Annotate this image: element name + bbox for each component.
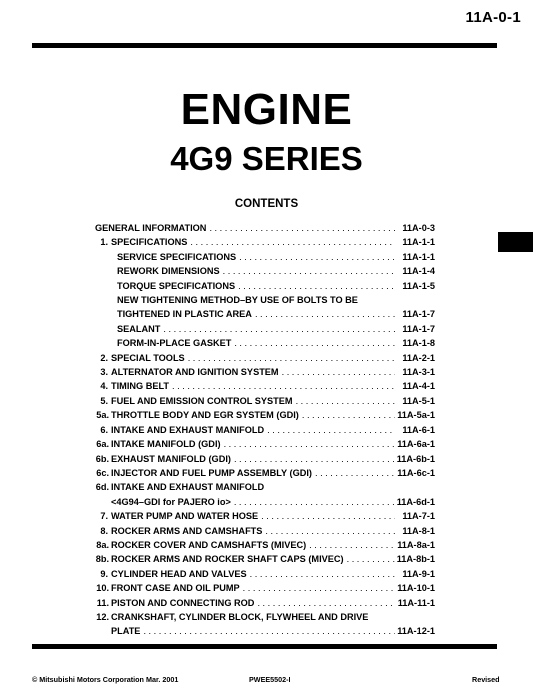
toc-entry[interactable] <box>95 509 435 523</box>
dot-leader <box>223 264 395 278</box>
top-rule <box>32 43 497 48</box>
toc-entry-page: 11A-6-1 <box>402 424 435 435</box>
toc-entry-page: 11A-1-8 <box>402 338 435 349</box>
toc-entry[interactable] <box>95 322 435 336</box>
dot-leader <box>163 322 395 336</box>
table-of-contents <box>95 221 435 639</box>
toc-entry-page: 11A-6d-1 <box>396 496 435 507</box>
toc-entry-page: 11A-6b-1 <box>396 453 435 464</box>
toc-entry[interactable] <box>95 408 435 422</box>
toc-entry-page: 11A-9-1 <box>402 568 435 579</box>
toc-entry[interactable] <box>95 610 435 639</box>
toc-entry-title: ROCKER COVER AND CAMSHAFTS (MIVEC) <box>111 539 307 550</box>
toc-entry-number: 8a. <box>96 539 109 550</box>
toc-entry-page: 11A-6a-1 <box>397 439 435 450</box>
toc-entry-title: PISTON AND CONNECTING ROD <box>111 597 255 608</box>
toc-entry[interactable] <box>95 351 435 365</box>
toc-entry-title: TIGHTENED IN PLASTIC AREA <box>117 309 252 320</box>
toc-entry[interactable] <box>95 336 435 350</box>
toc-entry-title: REWORK DIMENSIONS <box>117 266 220 277</box>
toc-entry-title: INTAKE AND EXHAUST MANIFOLD <box>111 424 265 435</box>
contents-heading: CONTENTS <box>234 198 299 210</box>
toc-entry-page: 11A-1-5 <box>402 280 435 291</box>
dot-leader <box>188 351 395 365</box>
page-number: 11A-0-1 <box>465 9 521 26</box>
document-subtitle: 4G9 SERIES <box>170 140 363 177</box>
toc-entry-page: 11A-10-1 <box>397 583 435 594</box>
footer-document-code: PWEE5502-I <box>249 675 291 684</box>
toc-entry-page: 11A-1-4 <box>402 266 435 277</box>
toc-entry-number: 6. <box>100 424 108 435</box>
toc-entry-number: 12. <box>96 611 109 622</box>
toc-entry-title: INTAKE AND EXHAUST MANIFOLD <box>111 482 265 493</box>
toc-entry-title: <4G94–GDI for PAJERO io> <box>111 496 231 507</box>
dot-leader <box>239 250 395 264</box>
toc-entry-page: 11A-4-1 <box>402 381 435 392</box>
toc-entry-title: PLATE <box>111 626 141 637</box>
dot-leader <box>296 394 395 408</box>
toc-entry-page: 11A-2-1 <box>402 352 435 363</box>
toc-entry-page: 11A-5-1 <box>402 395 435 406</box>
toc-entry-number: 6d. <box>95 482 109 493</box>
toc-entry[interactable] <box>95 596 435 610</box>
toc-entry-number: 5a. <box>96 410 109 421</box>
toc-entry-title: SEALANT <box>117 323 161 334</box>
toc-entry-title: THROTTLE BODY AND EGR SYSTEM (GDI) <box>111 410 299 421</box>
dot-leader <box>257 596 395 610</box>
dot-leader <box>250 567 395 581</box>
dot-leader <box>243 581 395 595</box>
toc-entry[interactable] <box>95 221 435 235</box>
dot-leader <box>315 466 395 480</box>
dot-leader <box>261 509 395 523</box>
toc-entry[interactable] <box>95 552 435 566</box>
dot-leader <box>267 423 395 437</box>
toc-entry[interactable] <box>95 524 435 538</box>
dot-leader <box>209 221 395 235</box>
dot-leader <box>143 624 395 638</box>
bottom-rule <box>32 644 497 649</box>
toc-entry-title: SPECIAL TOOLS <box>111 352 185 363</box>
toc-entry-number: 4. <box>100 381 108 392</box>
toc-entry-title: SPECIFICATIONS <box>111 237 188 248</box>
toc-entry-page: 11A-0-3 <box>402 223 435 233</box>
toc-entry-page: 11A-5a-1 <box>397 410 435 421</box>
toc-entry-number: 10. <box>96 583 109 594</box>
toc-entry[interactable] <box>95 466 435 480</box>
toc-entry-number: 11. <box>96 597 109 608</box>
toc-entry-number: 5. <box>100 395 108 406</box>
toc-entry-title: CYLINDER HEAD AND VALVES <box>111 568 247 579</box>
footer-copyright: © Mitsubishi Motors Corporation <box>32 675 144 684</box>
toc-entry-title: WATER PUMP AND WATER HOSE <box>111 511 259 522</box>
footer-date: Mar. 2001 <box>146 675 179 684</box>
dot-leader <box>234 495 395 509</box>
toc-entry[interactable] <box>95 379 435 393</box>
toc-entry[interactable] <box>95 279 435 293</box>
footer-revision-status: Revised <box>472 675 500 684</box>
toc-entry[interactable] <box>95 394 435 408</box>
toc-entry-number: 1. <box>100 237 108 248</box>
toc-entry[interactable] <box>95 452 435 466</box>
toc-entry-title: FORM-IN-PLACE GASKET <box>117 338 232 349</box>
dot-leader <box>238 279 395 293</box>
toc-entry[interactable] <box>95 567 435 581</box>
dot-leader <box>190 235 395 249</box>
dot-leader <box>302 408 395 422</box>
toc-entry[interactable] <box>95 480 435 509</box>
toc-entry-title: TORQUE SPECIFICATIONS <box>117 280 236 291</box>
toc-entry-title: TIMING BELT <box>111 381 170 392</box>
toc-entry[interactable] <box>95 250 435 264</box>
dot-leader <box>234 336 395 350</box>
toc-entry-page: 11A-3-1 <box>402 367 435 378</box>
toc-entry-number: 9. <box>100 568 108 579</box>
toc-entry-page: 11A-11-1 <box>397 597 435 608</box>
toc-entry-number: 8b. <box>95 554 109 565</box>
toc-entry-page: 11A-8a-1 <box>397 539 435 550</box>
toc-entry[interactable] <box>95 437 435 451</box>
toc-entry-number: 2. <box>100 352 108 363</box>
toc-entry-title: INTAKE MANIFOLD (GDI) <box>111 439 221 450</box>
toc-entry-title: EXHAUST MANIFOLD (GDI) <box>111 453 231 464</box>
toc-entry-title: NEW TIGHTENING METHOD–BY USE OF BOLTS TO BE <box>117 295 358 306</box>
toc-entry[interactable] <box>95 293 435 322</box>
toc-entry[interactable] <box>95 538 435 552</box>
dot-leader <box>282 365 395 379</box>
toc-entry-title: ROCKER ARMS AND ROCKER SHAFT CAPS (MIVEC) <box>111 554 344 565</box>
toc-entry-page: 11A-6c-1 <box>397 467 435 478</box>
toc-entry[interactable] <box>95 423 435 437</box>
dot-leader <box>309 538 395 552</box>
dot-leader <box>172 379 395 393</box>
dot-leader <box>265 524 395 538</box>
toc-entry-number: 8. <box>100 525 108 536</box>
dot-leader <box>234 452 395 466</box>
toc-entry-title: ROCKER ARMS AND CAMSHAFTS <box>111 525 263 536</box>
toc-entry-page: 11A-1-1 <box>402 251 435 262</box>
toc-entry-title: CRANKSHAFT, CYLINDER BLOCK, FLYWHEEL AND DRIVE <box>111 611 369 622</box>
toc-entry-page: 11A-1-7 <box>402 309 435 320</box>
toc-entry-number: 7. <box>100 511 108 522</box>
toc-entry-number: 6c. <box>96 467 109 478</box>
toc-entry-title: FUEL AND EMISSION CONTROL SYSTEM <box>111 395 293 406</box>
section-tab-marker <box>498 232 533 252</box>
toc-entry[interactable] <box>95 581 435 595</box>
toc-entry-number: 6a. <box>96 439 109 450</box>
toc-entry[interactable] <box>95 264 435 278</box>
toc-entry-page: 11A-8b-1 <box>396 554 435 565</box>
toc-entry-title: GENERAL INFORMATION <box>95 223 207 233</box>
document-title: ENGINE <box>180 85 353 134</box>
toc-entry-page: 11A-7-1 <box>402 511 435 522</box>
dot-leader <box>224 437 395 451</box>
toc-entry-page: 11A-12-1 <box>397 626 435 637</box>
dot-leader <box>347 552 395 566</box>
toc-entry-number: 6b. <box>95 453 109 464</box>
toc-entry-page: 11A-1-7 <box>402 323 435 334</box>
toc-entry-number: 3. <box>100 367 108 378</box>
toc-entry-page: 11A-1-1 <box>402 237 435 248</box>
toc-entry-title: SERVICE SPECIFICATIONS <box>117 251 237 262</box>
toc-entry-title: INJECTOR AND FUEL PUMP ASSEMBLY (GDI) <box>111 467 312 478</box>
toc-entry-title: FRONT CASE AND OIL PUMP <box>111 583 240 594</box>
toc-entry[interactable] <box>95 235 435 249</box>
toc-entry-page: 11A-8-1 <box>402 525 435 536</box>
toc-entry[interactable] <box>95 365 435 379</box>
dot-leader <box>255 307 395 321</box>
toc-entry-title: ALTERNATOR AND IGNITION SYSTEM <box>111 367 279 378</box>
